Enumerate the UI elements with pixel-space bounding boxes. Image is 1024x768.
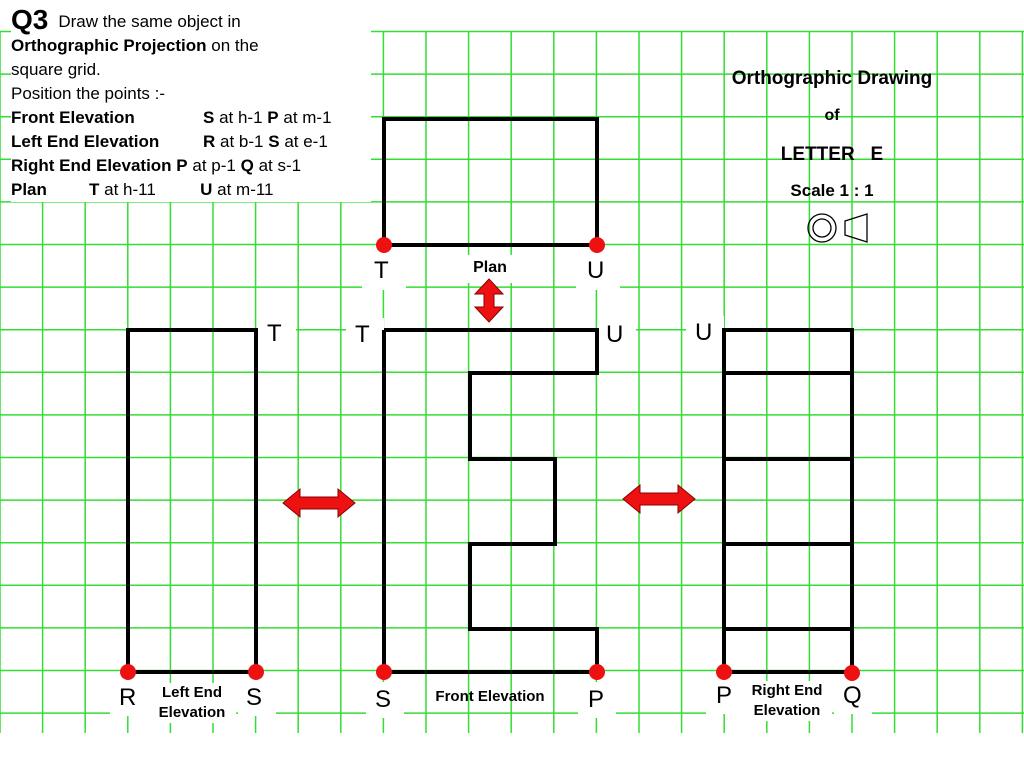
front-elevation-outline — [384, 330, 597, 672]
view-label-right-line-1: Right End — [751, 682, 823, 699]
point-p-front — [589, 664, 605, 680]
title-line-3: LETTER E — [780, 144, 884, 165]
label-s-left: S — [246, 684, 263, 711]
label-p-front: P — [588, 686, 605, 713]
right-p1-at: at p-1 — [192, 156, 236, 175]
left-end-elevation-view — [128, 330, 256, 672]
label-s-front: S — [375, 686, 392, 713]
vertical-arrow-plan-front — [475, 279, 503, 322]
right-p1: P — [176, 156, 188, 175]
label-t-plan: T — [374, 257, 389, 284]
left-p1-at: at b-1 — [220, 132, 264, 151]
instruction-plan — [11, 178, 371, 202]
title-line-2: of — [824, 107, 840, 124]
right-end-elevation-view — [724, 330, 852, 672]
plan-p2-at: at m-11 — [217, 180, 274, 199]
view-label-front: Front Elevation — [435, 688, 545, 705]
left-p2-at: at e-1 — [284, 132, 328, 151]
left-end-elevation-outline — [128, 330, 256, 672]
front-p2-at: at m-1 — [283, 108, 332, 127]
label-backgrounds — [110, 252, 872, 718]
plan-p1-at: at h-11 — [104, 180, 156, 199]
third-angle-projection-symbol — [808, 214, 867, 242]
view-label-left-line-2: Elevation — [158, 704, 226, 721]
plan-p2: U — [200, 180, 213, 199]
label-t-left: T — [267, 320, 282, 347]
point-r — [120, 664, 136, 680]
label-r: R — [119, 684, 137, 711]
front-p2: P — [267, 108, 279, 127]
point-t-plan — [376, 237, 392, 253]
plan-view — [384, 119, 597, 245]
plan-label: Plan — [11, 180, 47, 199]
instruction-line-1: Draw the same object in — [58, 12, 241, 31]
point-u-plan — [589, 237, 605, 253]
front-elevation-view — [384, 330, 597, 672]
projection-arrows — [283, 279, 695, 517]
point-p-right — [716, 664, 732, 680]
label-t-front: T — [355, 321, 370, 348]
title-line-1: Orthographic Drawing — [731, 68, 933, 89]
instruction-projection-term: Orthographic Projection — [11, 36, 207, 55]
view-label-right — [742, 681, 832, 721]
front-p1-at: at h-1 — [219, 108, 263, 127]
point-q — [844, 665, 860, 681]
left-p2: S — [268, 132, 280, 151]
label-q: Q — [843, 682, 862, 709]
horizontal-arrow-left-front — [283, 489, 355, 517]
right-label: Right End Elevation — [11, 156, 172, 175]
left-p1: R — [203, 132, 216, 151]
horizontal-arrow-front-right — [623, 485, 695, 513]
view-label-right-line-2: Elevation — [753, 702, 821, 719]
right-p2: Q — [240, 156, 254, 175]
point-s-front — [376, 664, 392, 680]
instructions-panel — [11, 4, 371, 202]
instruction-front — [11, 106, 371, 130]
scale-label: Scale 1 : 1 — [790, 181, 874, 200]
front-label: Front Elevation — [11, 108, 135, 127]
question-number: Q3 — [11, 4, 49, 35]
title-block — [700, 64, 964, 210]
point-s-left — [248, 664, 264, 680]
view-label-left — [148, 683, 236, 723]
right-p2-at: at s-1 — [258, 156, 302, 175]
instruction-line-4: Position the points :- — [11, 84, 166, 103]
right-end-elevation-outline — [724, 330, 852, 672]
instruction-right — [11, 154, 371, 178]
plan-p1: T — [89, 180, 100, 199]
view-label-plan: Plan — [466, 258, 514, 278]
label-u-right: U — [695, 319, 713, 346]
label-u-front: U — [606, 321, 624, 348]
instruction-line-2: on the — [211, 36, 259, 55]
instruction-line-3: square grid. — [11, 60, 101, 79]
view-label-left-line-1: Left End — [162, 684, 222, 701]
label-u-plan: U — [587, 257, 605, 284]
left-label: Left End Elevation — [11, 132, 160, 151]
label-p-right: P — [716, 682, 733, 709]
instruction-left — [11, 130, 371, 154]
front-p1: S — [203, 108, 215, 127]
plan-outline — [384, 119, 597, 245]
